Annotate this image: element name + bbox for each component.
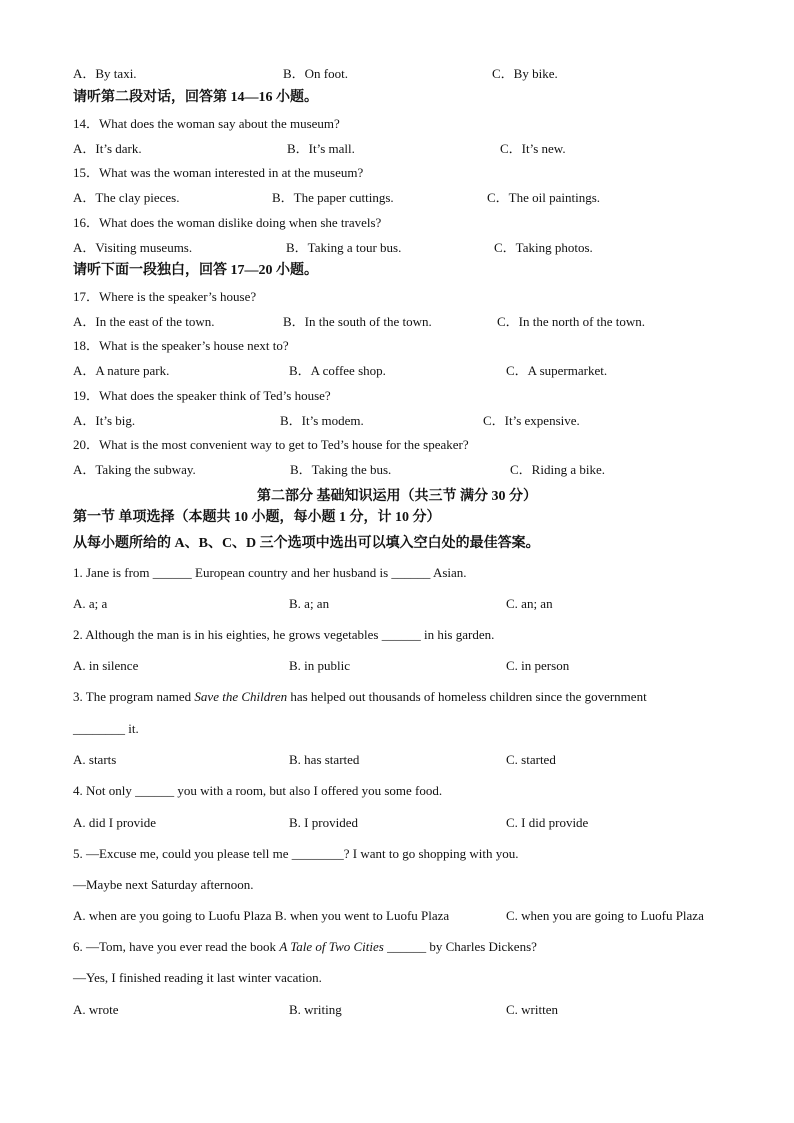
q2-option-b: B. in public xyxy=(289,658,351,673)
q15-option-b: B．The paper cuttings. xyxy=(272,190,394,205)
q6-option-c: C. written xyxy=(506,1002,558,1017)
part2-instruction: 从每小题所给的 A、B、C、D 三个选项中选出可以填入空白处的最佳答案。 xyxy=(73,536,540,551)
q20-option-b: B．Taking the bus. xyxy=(290,462,392,477)
q1-option-c: C. an; an xyxy=(506,596,553,611)
q20-option-a: A．Taking the subway. xyxy=(73,462,196,477)
q3-option-c: C. started xyxy=(506,752,556,767)
q2-option-a: A. in silence xyxy=(73,658,139,673)
q17-option-c: C．In the north of the town. xyxy=(497,314,646,329)
q3-question-line2: ________ it. xyxy=(73,721,139,736)
q3-question-title: Save the Children xyxy=(194,689,288,704)
q3-option-a: A. starts xyxy=(73,752,117,767)
q16-option-a: A．Visiting museums. xyxy=(73,240,193,255)
q18-question: 18．What is the speaker’s house next to? xyxy=(73,338,289,353)
q1-option-a: A. a; a xyxy=(73,596,108,611)
q5-question: 5. —Excuse me, could you please tell me ________? I want to go shopping with you. xyxy=(73,846,519,861)
q4-option-b: B. I provided xyxy=(289,815,358,830)
section2-instruction: 请听第二段对话，回答第 14—16 小题。 xyxy=(73,90,318,105)
q18-option-a: A．A nature park. xyxy=(73,363,170,378)
q16-option-b: B．Taking a tour bus. xyxy=(286,240,402,255)
q5-option-c: C. when you are going to Luofu Plaza xyxy=(506,908,704,923)
q3-question-post: has helped out thousands of homeless children since the government xyxy=(287,689,647,704)
q17-question: 17．Where is the speaker’s house? xyxy=(73,289,257,304)
part2-title: 第二部分 基础知识运用（共三节 满分 30 分） xyxy=(257,489,537,504)
q4-option-c: C. I did provide xyxy=(506,815,589,830)
q19-option-a: A．It’s big. xyxy=(73,413,136,428)
q6-answer-line: —Yes, I finished reading it last winter vacation. xyxy=(73,970,322,985)
q3-question-pre: 3. The program named xyxy=(73,689,195,704)
q14-option-c: C．It’s new. xyxy=(500,141,566,156)
q4-option-a: A. did I provide xyxy=(73,815,157,830)
q16-question: 16．What does the woman dislike doing when she travels? xyxy=(73,215,382,230)
q17-option-b: B．In the south of the town. xyxy=(283,314,432,329)
q5-option-ab: A. when are you going to Luofu Plaza B. when you went to Luofu Plaza xyxy=(73,908,450,923)
q15-option-a: A．The clay pieces. xyxy=(73,190,180,205)
q4-question: 4. Not only ______ you with a room, but also I offered you some food. xyxy=(73,783,443,798)
q6-question-title: A Tale of Two Cities xyxy=(279,939,384,954)
q19-option-b: B．It’s modem. xyxy=(280,413,364,428)
q6-question xyxy=(73,939,537,955)
q13-option-c: C．By bike. xyxy=(492,66,558,81)
q20-question: 20．What is the most convenient way to get to Ted’s house for the speaker? xyxy=(73,437,469,452)
q3-option-b: B. has started xyxy=(289,752,360,767)
q13-option-b: B．On foot. xyxy=(283,66,349,81)
q3-question xyxy=(73,689,647,705)
q18-option-c: C．A supermarket. xyxy=(506,363,608,378)
q16-option-c: C．Taking photos. xyxy=(494,240,593,255)
q6-option-a: A. wrote xyxy=(73,1002,119,1017)
q1-question: 1. Jane is from ______ European country and her husband is ______ Asian. xyxy=(73,565,467,580)
q15-option-c: C．The oil paintings. xyxy=(487,190,601,205)
q14-question: 14．What does the woman say about the museum? xyxy=(73,116,340,131)
section1-title: 第一节 单项选择（本题共 10 小题，每小题 1 分，计 10 分） xyxy=(73,510,441,525)
section3-instruction: 请听下面一段独白，回答 17—20 小题。 xyxy=(73,263,318,278)
q1-option-b: B. a; an xyxy=(289,596,330,611)
q14-option-b: B．It’s mall. xyxy=(287,141,355,156)
q6-question-post: ______ by Charles Dickens? xyxy=(383,939,537,954)
q2-option-c: C. in person xyxy=(506,658,570,673)
q19-option-c: C．It’s expensive. xyxy=(483,413,580,428)
q18-option-b: B．A coffee shop. xyxy=(289,363,386,378)
q2-question: 2. Although the man is in his eighties, he grows vegetables ______ in his garden. xyxy=(73,627,495,642)
q17-option-a: A．In the east of the town. xyxy=(73,314,215,329)
q19-question: 19．What does the speaker think of Ted’s house? xyxy=(73,388,331,403)
q6-option-b: B. writing xyxy=(289,1002,342,1017)
q6-question-pre: 6. —Tom, have you ever read the book xyxy=(73,939,280,954)
q20-option-c: C．Riding a bike. xyxy=(510,462,605,477)
q14-option-a: A．It’s dark. xyxy=(73,141,142,156)
q15-question: 15．What was the woman interested in at the museum? xyxy=(73,165,364,180)
q5-answer-line: —Maybe next Saturday afternoon. xyxy=(73,877,254,892)
q13-option-a: A．By taxi. xyxy=(73,66,137,81)
